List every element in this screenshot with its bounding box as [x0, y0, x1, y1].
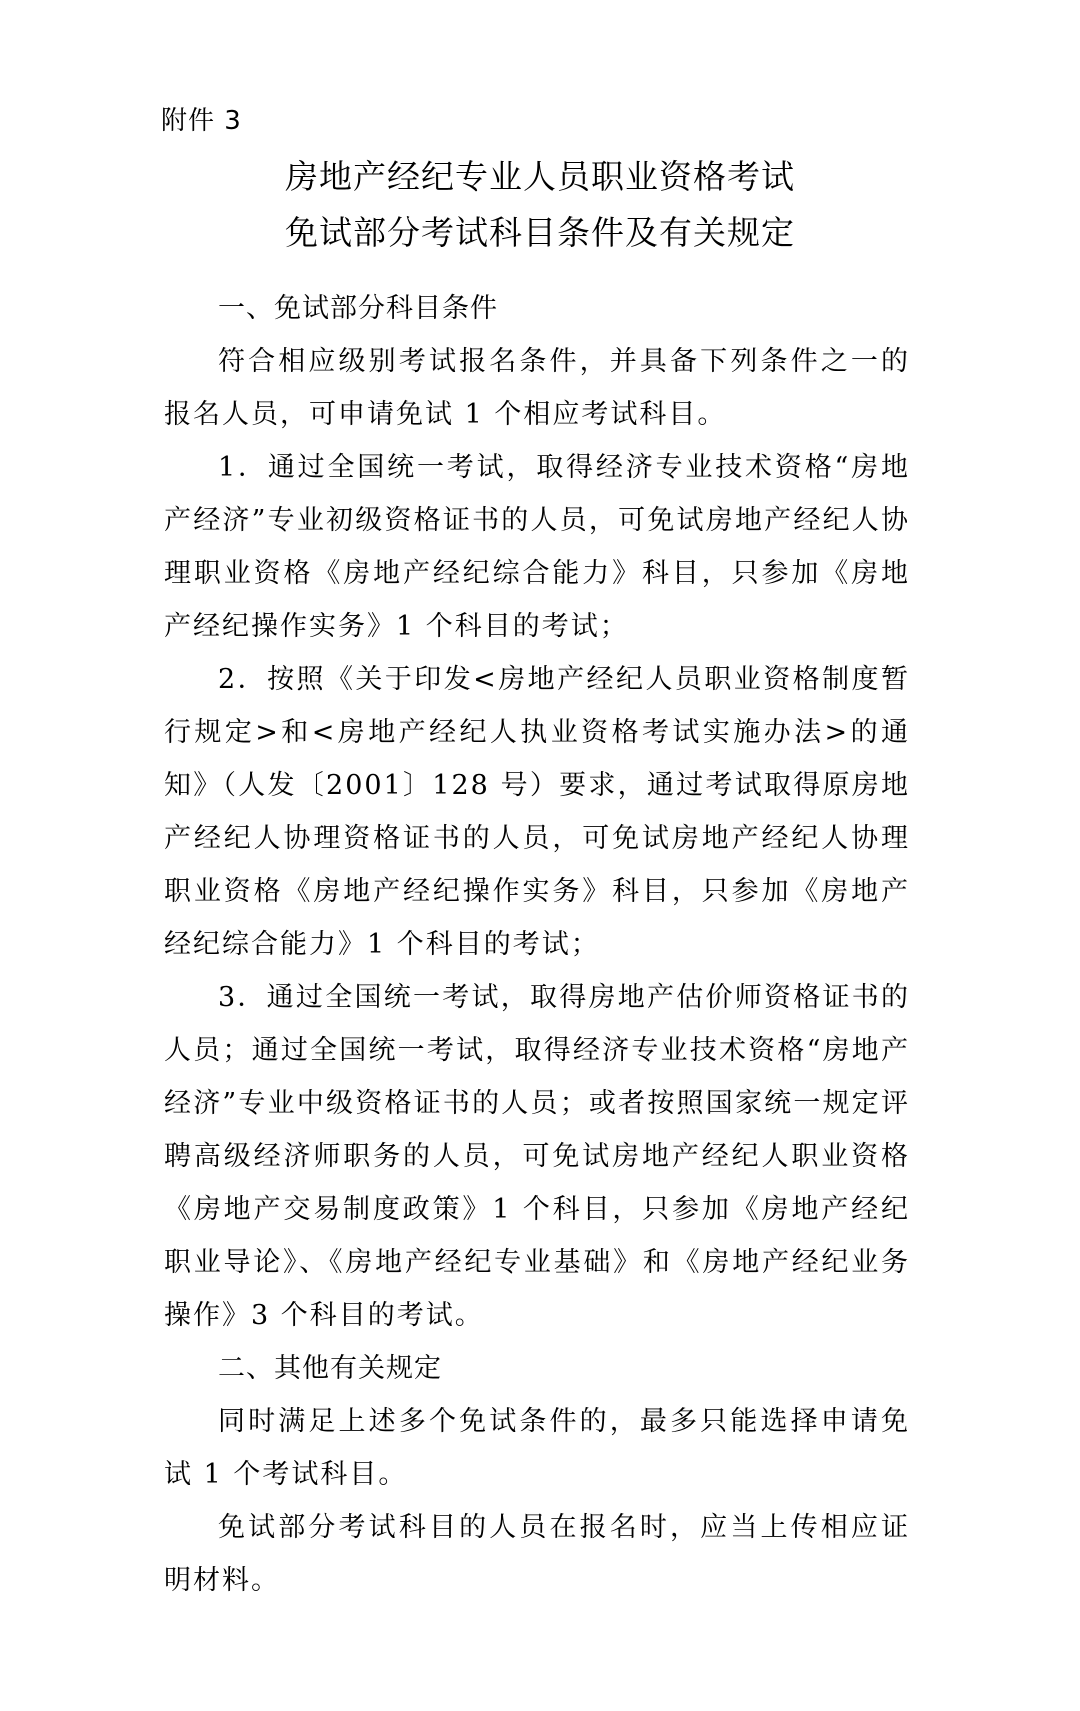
paragraph-condition-1: 1．通过全国统一考试，取得经济专业技术资格“房地产经济”专业初级资格证书的人员，可免试房地产经纪人协理职业资格《房地产经纪综合能力》科目，只参加《房地产经纪操作实务》1 个科目的考试；	[164, 452, 910, 642]
document-body	[164, 282, 910, 1607]
paragraph-intro: 符合相应级别考试报名条件，并具备下列条件之一的报名人员，可申请免试 1 个相应考试科目。	[164, 346, 910, 430]
section-heading-exemption-conditions: 一、免试部分科目条件	[218, 293, 498, 324]
document-title-line-1: 房地产经纪专业人员职业资格考试	[285, 157, 795, 196]
paragraph-rule-2: 免试部分考试科目的人员在报名时，应当上传相应证明材料。	[164, 1512, 910, 1596]
paragraph-condition-3: 3．通过全国统一考试，取得房地产估价师资格证书的人员；通过全国统一考试，取得经济专业技术资格“房地产经济”专业中级资格证书的人员；或者按照国家统一规定评聘高级经济师职务的人员，可免试房地产经纪人职业资格《房地产交易制度政策》1 个科目，只参加《房地产经纪职业导论》、《房地产经纪专业基础》和《房地产经纪业务操作》3 个科目的考试。	[164, 982, 910, 1331]
section-heading-other-rules: 二、其他有关规定	[218, 1353, 442, 1384]
paragraph-condition-2: 2．按照《关于印发<房地产经纪人员职业资格制度暂行规定>和<房地产经纪人执业资格考试实施办法>的通知》（人发〔2001〕128 号）要求，通过考试取得原房地产经纪人协理资格证书的人员，可免试房地产经纪人协理职业资格《房地产经纪操作实务》科目，只参加《房地产经纪综合能力》1 个科目的考试；	[164, 664, 910, 960]
paragraph-rule-1: 同时满足上述多个免试条件的，最多只能选择申请免试 1 个考试科目。	[164, 1406, 910, 1490]
attachment-label: 附件 3	[161, 106, 242, 136]
document-title-line-2: 免试部分考试科目条件及有关规定	[285, 213, 795, 252]
